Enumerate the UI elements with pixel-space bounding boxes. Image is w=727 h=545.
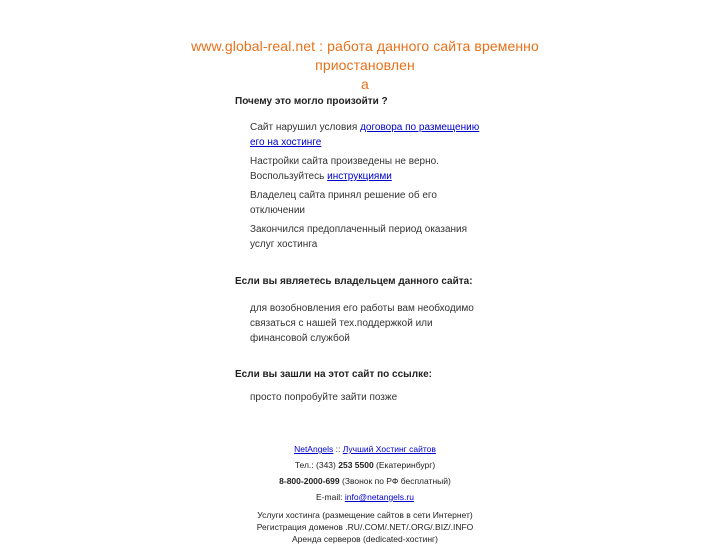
page-title bbox=[140, 37, 590, 94]
footer-email bbox=[230, 489, 500, 505]
reason-owner-disabled: Владелец сайта принял решение об его отключении bbox=[250, 190, 437, 216]
reason-terms-text: Сайт нарушил условия bbox=[250, 122, 361, 133]
reason-misconfigured-text: Настройки сайта произведены не верно. Воспользуйтесь bbox=[250, 156, 439, 182]
footer-free-phone bbox=[230, 473, 500, 489]
main-content bbox=[235, 94, 495, 405]
service-domains: Регистрация доменов .RU/.COM/.NET/.ORG/.BIZ/.INFO bbox=[256, 522, 474, 532]
free-phone-number: 8-800-2000-699 bbox=[279, 476, 340, 486]
section-heading-owner: Если вы являетесь владельцем данного сайта: bbox=[235, 276, 473, 287]
page-title-line2: а bbox=[361, 76, 369, 92]
footer-phone bbox=[230, 457, 500, 473]
phone-number: 253 5500 bbox=[338, 460, 374, 470]
service-servers: Аренда серверов (dedicated-хостинг) bbox=[292, 534, 438, 544]
phone-suffix: (Екатеринбург) bbox=[373, 460, 436, 470]
page-title-line1: www.global-real.net : работа данного сайта временно приостановлен bbox=[191, 38, 539, 73]
footer-services bbox=[230, 509, 500, 545]
footer bbox=[230, 441, 500, 545]
email-link[interactable]: info@netangels.ru bbox=[344, 492, 414, 502]
instructions-link[interactable]: инструкциями bbox=[327, 171, 392, 182]
reason-misconfigured bbox=[250, 154, 488, 184]
best-hosting-link[interactable]: Лучший Хостинг сайтов bbox=[342, 444, 436, 454]
free-phone-suffix: (Звонок по РФ бесплатный) bbox=[339, 476, 451, 486]
footer-brand-line bbox=[230, 441, 500, 457]
visitor-instructions: просто попробуйте зайти позже bbox=[250, 392, 398, 403]
netangels-link[interactable]: NetAngels bbox=[294, 444, 334, 454]
footer-separator: :: bbox=[333, 444, 343, 454]
reason-terms-violation bbox=[250, 120, 488, 150]
reason-period-expired: Закончился предоплаченный период оказания услуг хостинга bbox=[250, 224, 468, 250]
section-heading-visitor: Если вы зашли на этот сайт по ссылке: bbox=[235, 369, 432, 380]
owner-instructions: для возобновления его работы вам необходимо связаться с нашей тех.поддержкой или финансовой службой bbox=[250, 303, 474, 344]
section-heading-why: Почему это могло произойти ? bbox=[235, 96, 388, 107]
phone-prefix: Тел.: (343) bbox=[294, 460, 339, 470]
service-hosting: Услуги хостинга (размещение сайтов в сети Интернет) bbox=[257, 510, 473, 520]
hosting-agreement-link[interactable]: договора по размещению его на хостинге bbox=[250, 122, 480, 148]
email-prefix: E-mail: bbox=[316, 492, 345, 502]
